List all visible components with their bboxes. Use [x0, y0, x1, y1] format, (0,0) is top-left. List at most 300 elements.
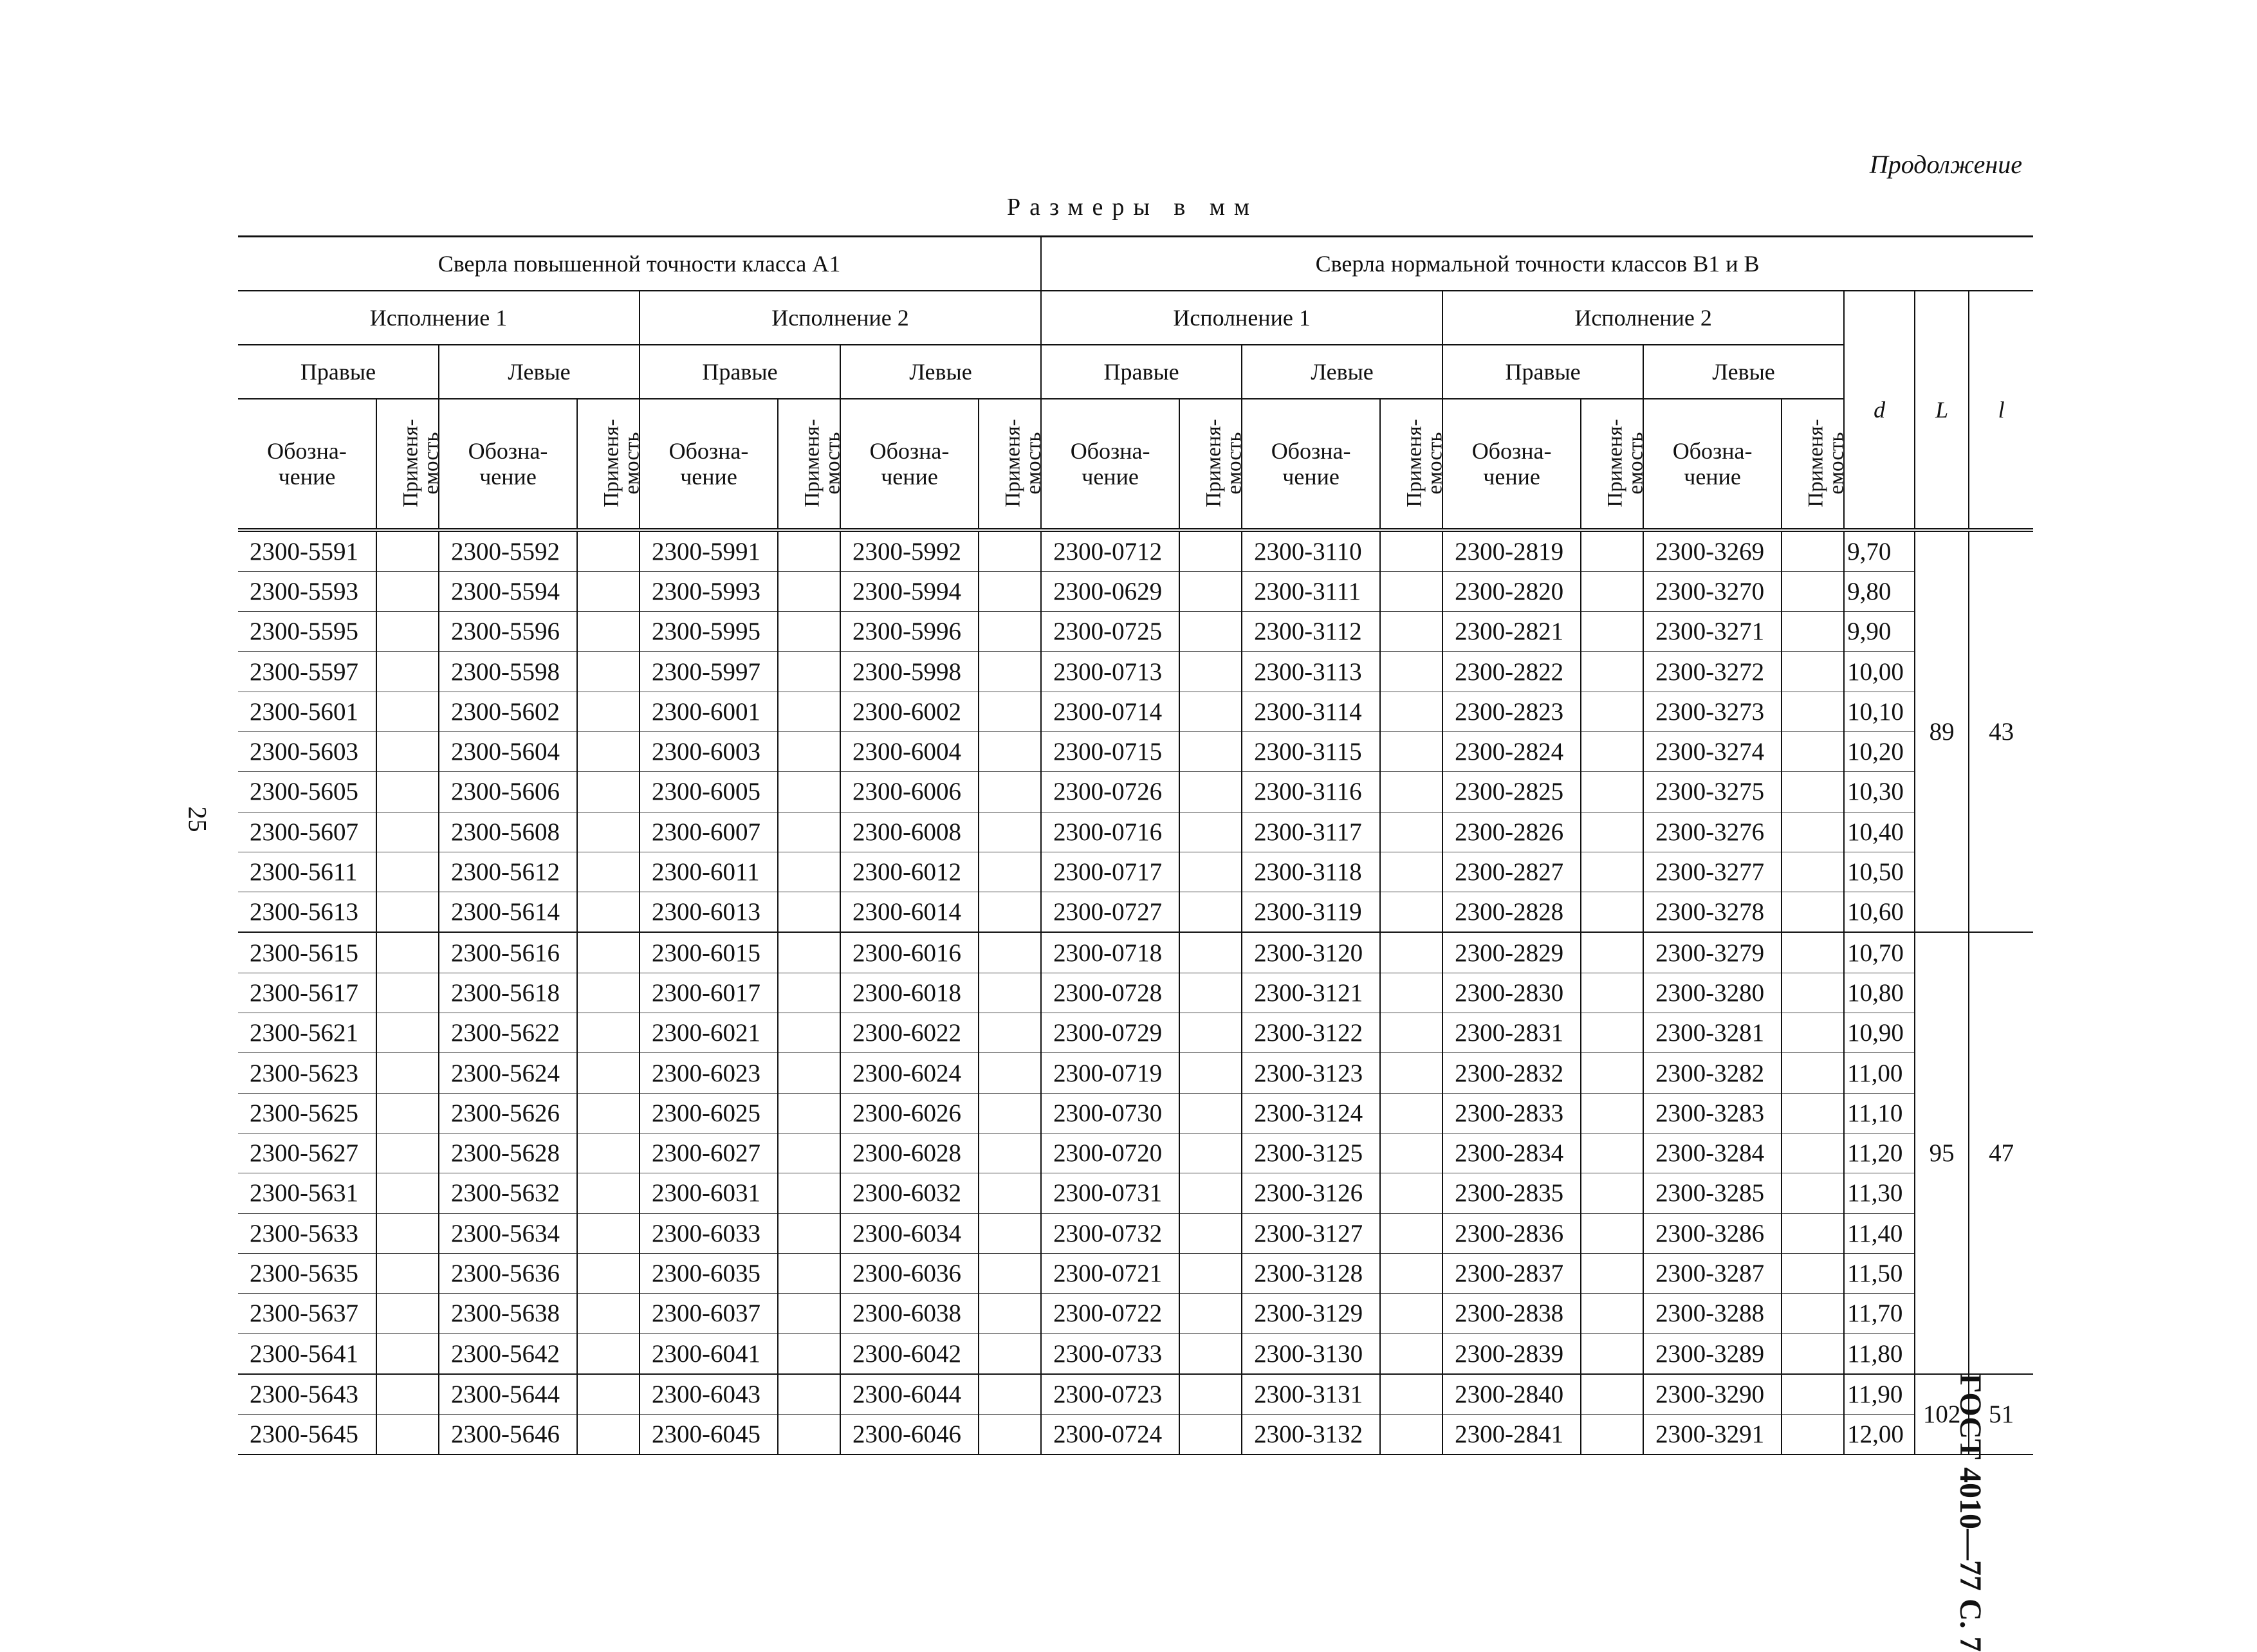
designation-cell: 2300-3278 [1643, 892, 1782, 933]
diameter-cell: 10,80 [1844, 973, 1915, 1013]
designation-cell: 2300-0733 [1041, 1334, 1179, 1374]
applicability-cell [1782, 692, 1844, 731]
applicability-cell [1380, 1294, 1442, 1334]
applicability-cell [1179, 1213, 1242, 1253]
applicability-cell [1179, 1093, 1242, 1133]
applicability-cell [1380, 1213, 1442, 1253]
diameter-cell: 9,70 [1844, 530, 1915, 572]
length-total-cell: 102 [1915, 1374, 1969, 1455]
header-applicability [1581, 399, 1648, 530]
designation-cell: 2300-0712 [1041, 530, 1179, 572]
drill-designation-table [238, 235, 2033, 1455]
applicability-cell [1380, 932, 1442, 973]
header-applicability [778, 399, 845, 530]
designation-cell: 2300-5631 [238, 1173, 376, 1213]
designation-cell: 2300-6014 [840, 892, 979, 933]
designation-cell: 2300-3110 [1242, 530, 1380, 572]
diameter-cell: 11,00 [1844, 1053, 1915, 1093]
designation-cell: 2300-5993 [640, 571, 778, 611]
designation-cell: 2300-3291 [1643, 1415, 1782, 1455]
designation-cell: 2300-3127 [1242, 1213, 1380, 1253]
applicability-cell [1782, 812, 1844, 852]
applicability-cell [1581, 1415, 1643, 1455]
designation-cell: 2300-3283 [1643, 1093, 1782, 1133]
applicability-cell [376, 973, 439, 1013]
applicability-cell [1179, 1294, 1242, 1334]
applicability-cell [979, 652, 1041, 692]
header-group-a1: Сверла повышенной точности класса А1 [238, 237, 1041, 291]
applicability-cell [376, 1213, 439, 1253]
designation-cell: 2300-3132 [1242, 1415, 1380, 1455]
applicability-cell [1782, 772, 1844, 812]
applicability-cell [1581, 530, 1643, 572]
header-designation: Обозна- чение [1643, 399, 1782, 530]
applicability-cell [1782, 1133, 1844, 1173]
designation-cell: 2300-6033 [640, 1213, 778, 1253]
applicability-cell [577, 731, 640, 771]
designation-cell: 2300-0725 [1041, 612, 1179, 652]
applicability-cell [1179, 812, 1242, 852]
applicability-cell [1782, 852, 1844, 892]
applicability-cell [376, 1253, 439, 1293]
applicability-cell [1782, 1053, 1844, 1093]
designation-cell: 2300-0718 [1041, 932, 1179, 973]
header-applicability [1782, 399, 1848, 530]
applicability-cell [1782, 1334, 1844, 1374]
designation-cell: 2300-6007 [640, 812, 778, 852]
diameter-cell: 11,70 [1844, 1294, 1915, 1334]
designation-cell: 2300-6013 [640, 892, 778, 933]
designation-cell: 2300-3120 [1242, 932, 1380, 973]
applicability-cell [778, 772, 840, 812]
header-a1-version-1: Исполнение 1 [238, 291, 640, 345]
diameter-cell: 11,10 [1844, 1093, 1915, 1133]
designation-cell: 2300-5603 [238, 731, 376, 771]
table-row [238, 692, 2033, 731]
header-designation: Обозна- чение [1242, 399, 1380, 530]
designation-cell: 2300-6024 [840, 1053, 979, 1093]
designation-cell: 2300-5621 [238, 1013, 376, 1053]
applicability-cell [1782, 1093, 1844, 1133]
header-right-hand: Правые [1041, 345, 1242, 399]
designation-cell: 2300-6046 [840, 1415, 979, 1455]
applicability-cell [1782, 1294, 1844, 1334]
designation-cell: 2300-3113 [1242, 652, 1380, 692]
diameter-cell: 10,50 [1844, 852, 1915, 892]
applicability-cell [1782, 1213, 1844, 1253]
designation-cell: 2300-0727 [1041, 892, 1179, 933]
designation-cell: 2300-5605 [238, 772, 376, 812]
applicability-cell [1782, 1415, 1844, 1455]
applicability-cell [1380, 692, 1442, 731]
header-applicability-text: Применя- емость [1603, 418, 1648, 508]
applicability-cell [1380, 530, 1442, 572]
applicability-cell [1782, 932, 1844, 973]
applicability-cell [979, 692, 1041, 731]
applicability-cell [1380, 731, 1442, 771]
applicability-cell [1581, 571, 1643, 611]
designation-cell: 2300-2825 [1442, 772, 1581, 812]
applicability-cell [778, 812, 840, 852]
designation-cell: 2300-5636 [439, 1253, 577, 1293]
applicability-cell [979, 812, 1041, 852]
designation-cell: 2300-5634 [439, 1213, 577, 1253]
header-group-b: Сверла нормальной точности классов В1 и В [1041, 237, 2033, 291]
applicability-cell [376, 1053, 439, 1093]
designation-cell: 2300-2836 [1442, 1213, 1581, 1253]
applicability-cell [979, 1093, 1041, 1133]
designation-cell: 2300-0716 [1041, 812, 1179, 852]
designation-cell: 2300-0720 [1041, 1133, 1179, 1173]
designation-cell: 2300-6017 [640, 973, 778, 1013]
applicability-cell [979, 612, 1041, 652]
header-left-hand: Левые [840, 345, 1041, 399]
designation-cell: 2300-5633 [238, 1213, 376, 1253]
designation-cell: 2300-6012 [840, 852, 979, 892]
applicability-cell [1581, 1253, 1643, 1293]
designation-cell: 2300-2831 [1442, 1013, 1581, 1053]
table-row [238, 812, 2033, 852]
designation-cell: 2300-5623 [238, 1053, 376, 1093]
designation-cell: 2300-5593 [238, 571, 376, 611]
applicability-cell [1581, 731, 1643, 771]
applicability-cell [1380, 892, 1442, 933]
designation-cell: 2300-5608 [439, 812, 577, 852]
designation-cell: 2300-3128 [1242, 1253, 1380, 1293]
table-row [238, 772, 2033, 812]
applicability-cell [1179, 973, 1242, 1013]
header-left-hand: Левые [1242, 345, 1442, 399]
applicability-cell [979, 892, 1041, 933]
applicability-cell [1179, 731, 1242, 771]
applicability-cell [979, 1253, 1041, 1293]
applicability-cell [778, 1213, 840, 1253]
applicability-cell [979, 1133, 1041, 1173]
applicability-cell [1380, 1133, 1442, 1173]
designation-cell: 2300-2837 [1442, 1253, 1581, 1293]
header-b-version-2: Исполнение 2 [1442, 291, 1844, 345]
designation-cell: 2300-6042 [840, 1334, 979, 1374]
designation-cell: 2300-5606 [439, 772, 577, 812]
applicability-cell [1782, 731, 1844, 771]
header-right-hand: Правые [640, 345, 840, 399]
designation-cell: 2300-0729 [1041, 1013, 1179, 1053]
applicability-cell [1380, 1334, 1442, 1374]
applicability-cell [979, 1173, 1041, 1213]
applicability-cell [577, 1294, 640, 1334]
table-row [238, 852, 2033, 892]
designation-cell: 2300-5643 [238, 1374, 376, 1415]
designation-cell: 2300-0719 [1041, 1053, 1179, 1093]
designation-cell: 2300-2819 [1442, 530, 1581, 572]
designation-cell: 2300-3274 [1643, 731, 1782, 771]
designation-cell: 2300-5997 [640, 652, 778, 692]
diameter-cell: 9,80 [1844, 571, 1915, 611]
applicability-cell [376, 1013, 439, 1053]
diameter-cell: 10,10 [1844, 692, 1915, 731]
applicability-cell [778, 692, 840, 731]
units-caption: Размеры в мм [1007, 194, 1258, 221]
header-left-hand: Левые [1643, 345, 1844, 399]
applicability-cell [979, 1415, 1041, 1455]
applicability-cell [1179, 1374, 1242, 1415]
designation-cell: 2300-5625 [238, 1093, 376, 1133]
diameter-cell: 11,30 [1844, 1173, 1915, 1213]
diameter-cell: 10,60 [1844, 892, 1915, 933]
applicability-cell [1782, 652, 1844, 692]
applicability-cell [1380, 973, 1442, 1013]
designation-cell: 2300-3290 [1643, 1374, 1782, 1415]
designation-cell: 2300-5602 [439, 692, 577, 731]
applicability-cell [1179, 1253, 1242, 1293]
header-applicability-text: Применя- емость [1804, 418, 1848, 508]
designation-cell: 2300-5607 [238, 812, 376, 852]
header-l: l [1969, 291, 2033, 530]
applicability-cell [376, 652, 439, 692]
applicability-cell [979, 1013, 1041, 1053]
designation-cell: 2300-3287 [1643, 1253, 1782, 1293]
designation-cell: 2300-3118 [1242, 852, 1380, 892]
length-working-cell: 51 [1969, 1374, 2033, 1455]
designation-cell: 2300-6045 [640, 1415, 778, 1455]
diameter-cell: 12,00 [1844, 1415, 1915, 1455]
designation-cell: 2300-0728 [1041, 973, 1179, 1013]
designation-cell: 2300-6034 [840, 1213, 979, 1253]
designation-cell: 2300-5604 [439, 731, 577, 771]
applicability-cell [1581, 1013, 1643, 1053]
table-row [238, 1294, 2033, 1334]
table-row [238, 892, 2033, 933]
designation-cell: 2300-3284 [1643, 1133, 1782, 1173]
applicability-cell [1380, 1415, 1442, 1455]
applicability-cell [577, 1253, 640, 1293]
designation-cell: 2300-3282 [1643, 1053, 1782, 1093]
applicability-cell [778, 932, 840, 973]
applicability-cell [1581, 932, 1643, 973]
header-applicability-text: Применя- емость [1001, 418, 1046, 508]
applicability-cell [979, 1213, 1041, 1253]
applicability-cell [1179, 612, 1242, 652]
designation-cell: 2300-5613 [238, 892, 376, 933]
designation-cell: 2300-5646 [439, 1415, 577, 1455]
applicability-cell [778, 1374, 840, 1415]
designation-cell: 2300-5598 [439, 652, 577, 692]
designation-cell: 2300-0722 [1041, 1294, 1179, 1334]
applicability-cell [577, 772, 640, 812]
applicability-cell [1782, 1013, 1844, 1053]
designation-cell: 2300-3116 [1242, 772, 1380, 812]
applicability-cell [376, 1173, 439, 1213]
applicability-cell [577, 892, 640, 933]
applicability-cell [979, 1294, 1041, 1334]
applicability-cell [376, 1334, 439, 1374]
applicability-cell [1581, 1294, 1643, 1334]
designation-cell: 2300-2829 [1442, 932, 1581, 973]
header-left-hand: Левые [439, 345, 640, 399]
header-designation: Обозна- чение [640, 399, 778, 530]
applicability-cell [1380, 1013, 1442, 1053]
applicability-cell [1380, 772, 1442, 812]
designation-cell: 2300-6006 [840, 772, 979, 812]
applicability-cell [577, 973, 640, 1013]
designation-cell: 2300-5595 [238, 612, 376, 652]
applicability-cell [376, 772, 439, 812]
designation-cell: 2300-3117 [1242, 812, 1380, 852]
designation-cell: 2300-3281 [1643, 1013, 1782, 1053]
designation-cell: 2300-2826 [1442, 812, 1581, 852]
designation-cell: 2300-6032 [840, 1173, 979, 1213]
designation-cell: 2300-0723 [1041, 1374, 1179, 1415]
designation-cell: 2300-3130 [1242, 1334, 1380, 1374]
applicability-cell [979, 1334, 1041, 1374]
applicability-cell [1179, 1334, 1242, 1374]
designation-cell: 2300-0717 [1041, 852, 1179, 892]
designation-cell: 2300-3131 [1242, 1374, 1380, 1415]
applicability-cell [979, 852, 1041, 892]
designation-cell: 2300-2830 [1442, 973, 1581, 1013]
applicability-cell [1380, 1093, 1442, 1133]
applicability-cell [577, 1173, 640, 1213]
header-designation: Обозна- чение [1442, 399, 1581, 530]
standard-reference: ГОСТ 4010—77 С. 7 [1953, 1373, 1987, 1652]
designation-cell: 2300-5614 [439, 892, 577, 933]
header-applicability [1179, 399, 1246, 530]
designation-cell: 2300-5627 [238, 1133, 376, 1173]
applicability-cell [1179, 1053, 1242, 1093]
applicability-cell [1581, 1133, 1643, 1173]
applicability-cell [577, 852, 640, 892]
length-working-cell: 43 [1969, 530, 2033, 933]
header-L: L [1915, 291, 1969, 530]
table-row [238, 1253, 2033, 1293]
designation-cell: 2300-2834 [1442, 1133, 1581, 1173]
table-row [238, 1093, 2033, 1133]
applicability-cell [376, 892, 439, 933]
applicability-cell [577, 612, 640, 652]
designation-cell: 2300-6022 [840, 1013, 979, 1053]
designation-cell: 2300-0629 [1041, 571, 1179, 611]
header-designation: Обозна- чение [840, 399, 979, 530]
designation-cell: 2300-3119 [1242, 892, 1380, 933]
applicability-cell [1380, 652, 1442, 692]
applicability-cell [1179, 852, 1242, 892]
applicability-cell [577, 692, 640, 731]
designation-cell: 2300-0732 [1041, 1213, 1179, 1253]
applicability-cell [577, 1053, 640, 1093]
applicability-cell [577, 571, 640, 611]
designation-cell: 2300-6036 [840, 1253, 979, 1293]
designation-cell: 2300-3111 [1242, 571, 1380, 611]
applicability-cell [778, 1093, 840, 1133]
diameter-cell: 10,90 [1844, 1013, 1915, 1053]
applicability-cell [778, 1253, 840, 1293]
designation-cell: 2300-5592 [439, 530, 577, 572]
designation-cell: 2300-6018 [840, 973, 979, 1013]
applicability-cell [1782, 1253, 1844, 1293]
applicability-cell [778, 892, 840, 933]
designation-cell: 2300-5618 [439, 973, 577, 1013]
designation-cell: 2300-2833 [1442, 1093, 1581, 1133]
designation-cell: 2300-3115 [1242, 731, 1380, 771]
applicability-cell [1380, 1374, 1442, 1415]
designation-cell: 2300-5637 [238, 1294, 376, 1334]
applicability-cell [577, 652, 640, 692]
table-row [238, 652, 2033, 692]
designation-cell: 2300-5596 [439, 612, 577, 652]
applicability-cell [1581, 1093, 1643, 1133]
designation-cell: 2300-6031 [640, 1173, 778, 1213]
designation-cell: 2300-6002 [840, 692, 979, 731]
continuation-label: Продолжение [1869, 150, 2022, 179]
designation-cell: 2300-3126 [1242, 1173, 1380, 1213]
applicability-cell [1581, 692, 1643, 731]
designation-cell: 2300-2823 [1442, 692, 1581, 731]
designation-cell: 2300-3277 [1643, 852, 1782, 892]
applicability-cell [376, 1133, 439, 1173]
table-row [238, 1374, 2033, 1415]
diameter-cell: 10,70 [1844, 932, 1915, 973]
applicability-cell [778, 973, 840, 1013]
designation-cell: 2300-6023 [640, 1053, 778, 1093]
applicability-cell [1581, 1173, 1643, 1213]
designation-cell: 2300-2824 [1442, 731, 1581, 771]
header-b-version-1: Исполнение 1 [1041, 291, 1442, 345]
applicability-cell [778, 1133, 840, 1173]
designation-cell: 2300-5635 [238, 1253, 376, 1293]
applicability-cell [376, 1294, 439, 1334]
applicability-cell [1179, 571, 1242, 611]
applicability-cell [1581, 612, 1643, 652]
designation-cell: 2300-2821 [1442, 612, 1581, 652]
table-row [238, 571, 2033, 611]
designation-cell: 2300-0721 [1041, 1253, 1179, 1293]
applicability-cell [778, 612, 840, 652]
applicability-cell [1380, 1173, 1442, 1213]
designation-cell: 2300-3124 [1242, 1093, 1380, 1133]
designation-cell: 2300-3114 [1242, 692, 1380, 731]
applicability-cell [577, 812, 640, 852]
designation-cell: 2300-0731 [1041, 1173, 1179, 1213]
applicability-cell [577, 1374, 640, 1415]
applicability-cell [778, 731, 840, 771]
designation-cell: 2300-5992 [840, 530, 979, 572]
designation-cell: 2300-6003 [640, 731, 778, 771]
page-number: 25 [183, 806, 212, 832]
designation-cell: 2300-5638 [439, 1294, 577, 1334]
designation-cell: 2300-5617 [238, 973, 376, 1013]
table-row [238, 1173, 2033, 1213]
diameter-cell: 10,00 [1844, 652, 1915, 692]
applicability-cell [376, 1374, 439, 1415]
applicability-cell [376, 1093, 439, 1133]
designation-cell: 2300-3276 [1643, 812, 1782, 852]
applicability-cell [1179, 1173, 1242, 1213]
table-row [238, 731, 2033, 771]
applicability-cell [778, 571, 840, 611]
applicability-cell [1581, 772, 1643, 812]
applicability-cell [979, 530, 1041, 572]
header-applicability [1380, 399, 1447, 530]
designation-cell: 2300-6016 [840, 932, 979, 973]
designation-cell: 2300-3279 [1643, 932, 1782, 973]
designation-cell: 2300-3123 [1242, 1053, 1380, 1093]
applicability-cell [1581, 1374, 1643, 1415]
designation-cell: 2300-5597 [238, 652, 376, 692]
applicability-cell [1782, 1173, 1844, 1213]
designation-cell: 2300-6041 [640, 1334, 778, 1374]
designation-cell: 2300-5995 [640, 612, 778, 652]
applicability-cell [979, 1053, 1041, 1093]
